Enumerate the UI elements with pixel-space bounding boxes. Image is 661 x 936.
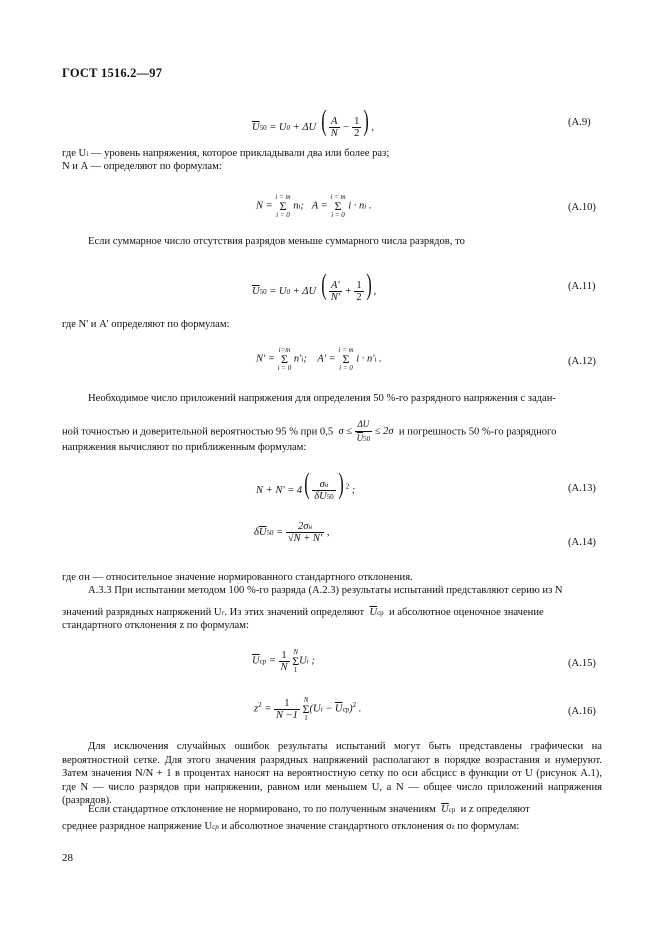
equation-number: (А.13) xyxy=(568,483,596,494)
paragraph: значений разрядных напряжений Ur. Из этих значений определяют $\overline{U}ср$ и абсолютное оценочное значение xyxy=(62,607,544,618)
equation-a9: $\overline{U}50 = U0 + \Delta U$ ( $\frac{A}{N}$ − $\frac{1}{2}$ ) , xyxy=(252,104,374,140)
equation-a14: $\delta\overline{U}50$ = $\frac{2\sigma н}{√N + N'}$ , xyxy=(254,521,330,544)
equation-number: (А.12) xyxy=(568,356,596,367)
equation-number: (А.14) xyxy=(568,537,596,548)
paragraph: где N' и A' определяют по формулам: xyxy=(62,319,230,330)
paragraph: N и A — определяют по формулам: xyxy=(62,161,222,172)
equation-a11: $\overline{U}50 = U0 + \Delta U$ ( $\frac{A'}{N'}$ + $\frac{1}{2}$ ) , xyxy=(252,268,377,304)
equation-number: (А.9) xyxy=(568,117,591,128)
equation-a10: N = i = m Σ i = 0 ni; A = i = m Σ i = 0 i · ni . xyxy=(256,193,372,219)
equation-a16: $z^2$ = $\frac{1}{N -1}$ N Σ $1(Ui - \overline{U}ср)^2$ . xyxy=(254,696,362,722)
paragraph: где σн — относительное значение нормированного стандартного отклонения. xyxy=(62,572,413,583)
paragraph: Необходимое число приложений напряжения для определения 50 %-го разрядного напряжения с задан- xyxy=(88,393,556,404)
page-number: 28 xyxy=(62,852,73,864)
paragraph: Если стандартное отклонение не нормировано, то по полученным значениям $\overline{U}ср$ и z определяют xyxy=(88,804,530,815)
paragraph: Для исключения случайных ошибок результаты испытаний могут быть представлены графически на вероятностной сетке. Для этого значения разрядных напряжений располагают в порядке возрастания и нумеруют. Затем значения N/N + 1 в процентах наносят на вероятностную сетку по оси абсцисс в функции от U (рисунок А.1), где N — число разрядов при напряжении, равном или меньшем U, а N — общее число приложений напряжения (разрядов). xyxy=(62,741,602,806)
paragraph: Если суммарное число отсутствия разрядов меньше суммарного числа разрядов, то xyxy=(88,236,465,247)
equation-number: (А.11) xyxy=(568,281,596,292)
paragraph: среднее разрядное напряжение Uср и абсолютное значение стандартного отклонения σz по формулам: xyxy=(62,821,520,832)
document-header: ГОСТ 1516.2—97 xyxy=(62,66,163,80)
equation-a15: $\overline{U}ср$ = $\frac{1}{N}$ N Σ 1Ui ; xyxy=(252,648,315,674)
paragraph: ной точностью и доверительной вероятностью 95 % при 0,5 σ ≤ $\frac{\Delta U}{\overline{U}50}$ ≤ 2σ и погрешность 50 %-го разрядного xyxy=(62,419,557,443)
paragraph: А.3.3 При испытании методом 100 %-го разряда (А.2.3) результаты испытаний представляют серию из N xyxy=(88,585,563,596)
equation-number: (А.16) xyxy=(568,706,596,717)
equation-number: (А.10) xyxy=(568,202,596,213)
paragraph: где Ui — уровень напряжения, которое прикладывали два или более раз; xyxy=(62,148,390,159)
paragraph: напряжения вычисляют по приближенным формулам: xyxy=(62,442,307,453)
equation-number: (А.15) xyxy=(568,658,596,669)
equation-a13: N + N' = 4( $\frac{\sigma н}{\delta\overline{U}50}$ ) $^2$ ; xyxy=(256,467,356,503)
paragraph: стандартного отклонения z по формулам: xyxy=(62,620,249,631)
equation-a12: N' = i=m Σ i = 0 n'i; A' = i = m Σ i = 0 i · n'i . xyxy=(256,346,382,372)
